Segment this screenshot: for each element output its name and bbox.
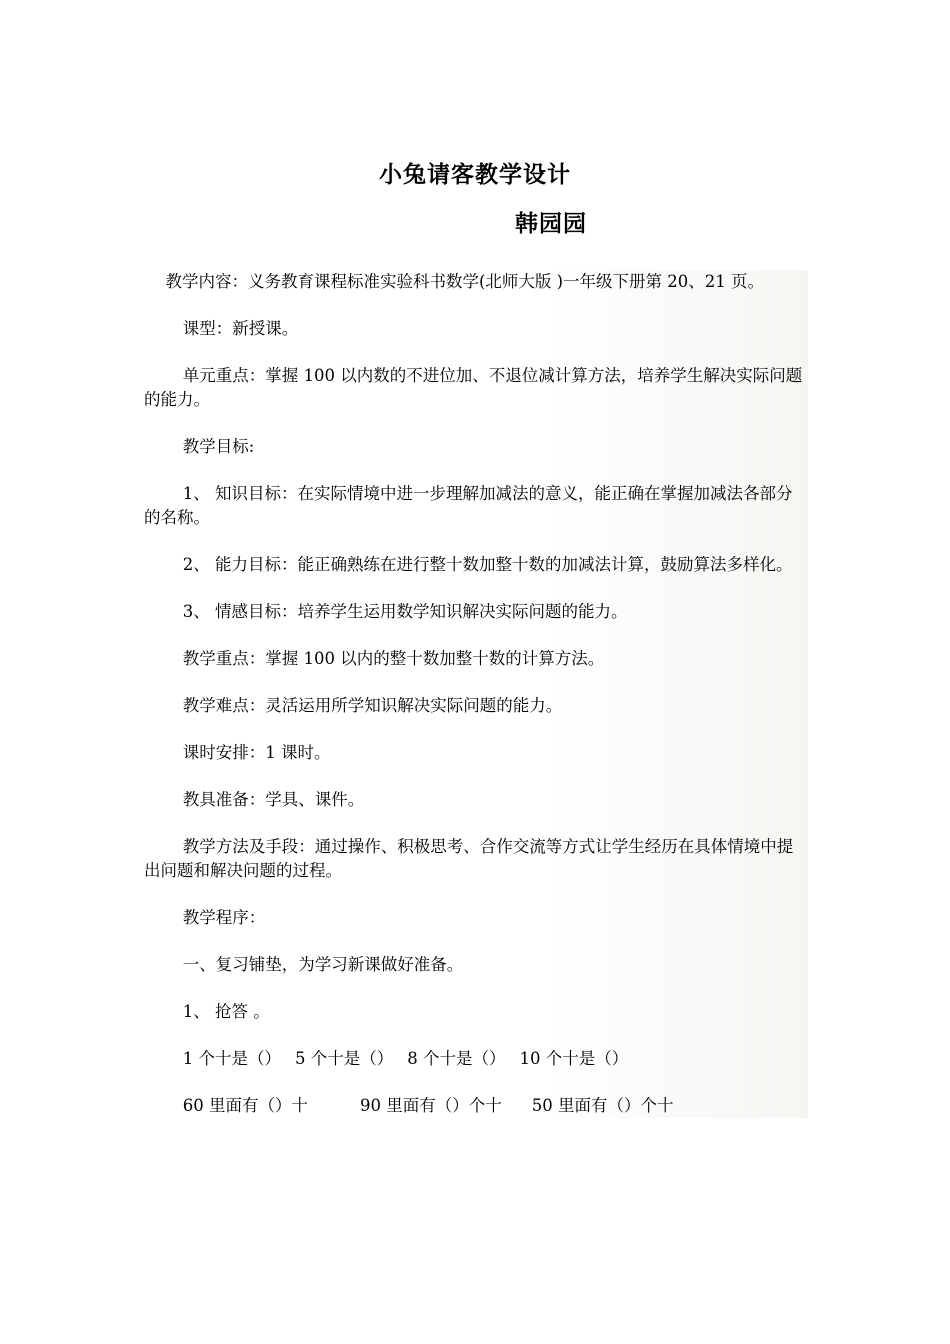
quiz-item: 5 个十是（） <box>295 1049 394 1068</box>
document-title: 小兔请客教学设计 <box>379 162 571 188</box>
paragraph-schedule: 课时安排：1 课时。 <box>182 743 331 762</box>
paragraph-lesson-type: 课型：新授课。 <box>182 319 299 338</box>
quiz-row-1 <box>144 1047 808 1071</box>
paragraph-emotion-goal: 3、 情感目标：培养学生运用数学知识解决实际问题的能力。 <box>182 602 628 621</box>
paragraph-materials: 教具准备：学具、课件。 <box>182 790 365 809</box>
paragraph-methods: 教学方法及手段：通过操作、积极思考、合作交流等方式让学生经历在具体情境中提出问题和解决问题的过程。 <box>144 837 794 880</box>
document-author: 韩园园 <box>515 211 587 237</box>
quiz-item: 90 里面有（）个十 <box>360 1096 502 1115</box>
quiz-item: 8 个十是（） <box>407 1049 506 1068</box>
paragraph-key-point: 教学重点：掌握 100 以内的整十数加整十数的计算方法。 <box>182 649 605 668</box>
quiz-item: 1 个十是（） <box>182 1049 282 1068</box>
paragraph-section-one: 一、复习铺垫，为学习新课做好准备。 <box>182 955 464 974</box>
paragraph-difficulty: 教学难点：灵活运用所学知识解决实际问题的能力。 <box>182 696 563 715</box>
quiz-row-2 <box>144 1094 808 1118</box>
quiz-item: 50 里面有（）个十 <box>531 1096 674 1115</box>
paragraph-unit-focus: 单元重点：掌握 100 以内数的不进位加、不退位减计算方法，培养学生解决实际问题的能力。 <box>144 366 803 409</box>
quiz-item: 10 个十是（） <box>519 1049 629 1068</box>
quiz-item: 60 里面有（）十 <box>182 1096 309 1115</box>
document-body <box>144 270 808 1118</box>
paragraph-knowledge-goal: 1、 知识目标：在实际情境中进一步理解加减法的意义，能正确在掌握加减法各部分的名称。 <box>144 484 793 527</box>
paragraph-procedure: 教学程序： <box>182 908 266 927</box>
paragraph-ability-goal: 2、 能力目标：能正确熟练在进行整十数加整十数的加减法计算，鼓励算法多样化。 <box>182 555 793 574</box>
paragraph-teaching-content: 教学内容：义务教育课程标准实验科书数学(北师大版 )一年级下册第 20、21 页。 <box>165 272 765 291</box>
paragraph-quick-answer: 1、 抢答 。 <box>182 1002 270 1021</box>
paragraph-teaching-goals: 教学目标: <box>182 437 255 456</box>
